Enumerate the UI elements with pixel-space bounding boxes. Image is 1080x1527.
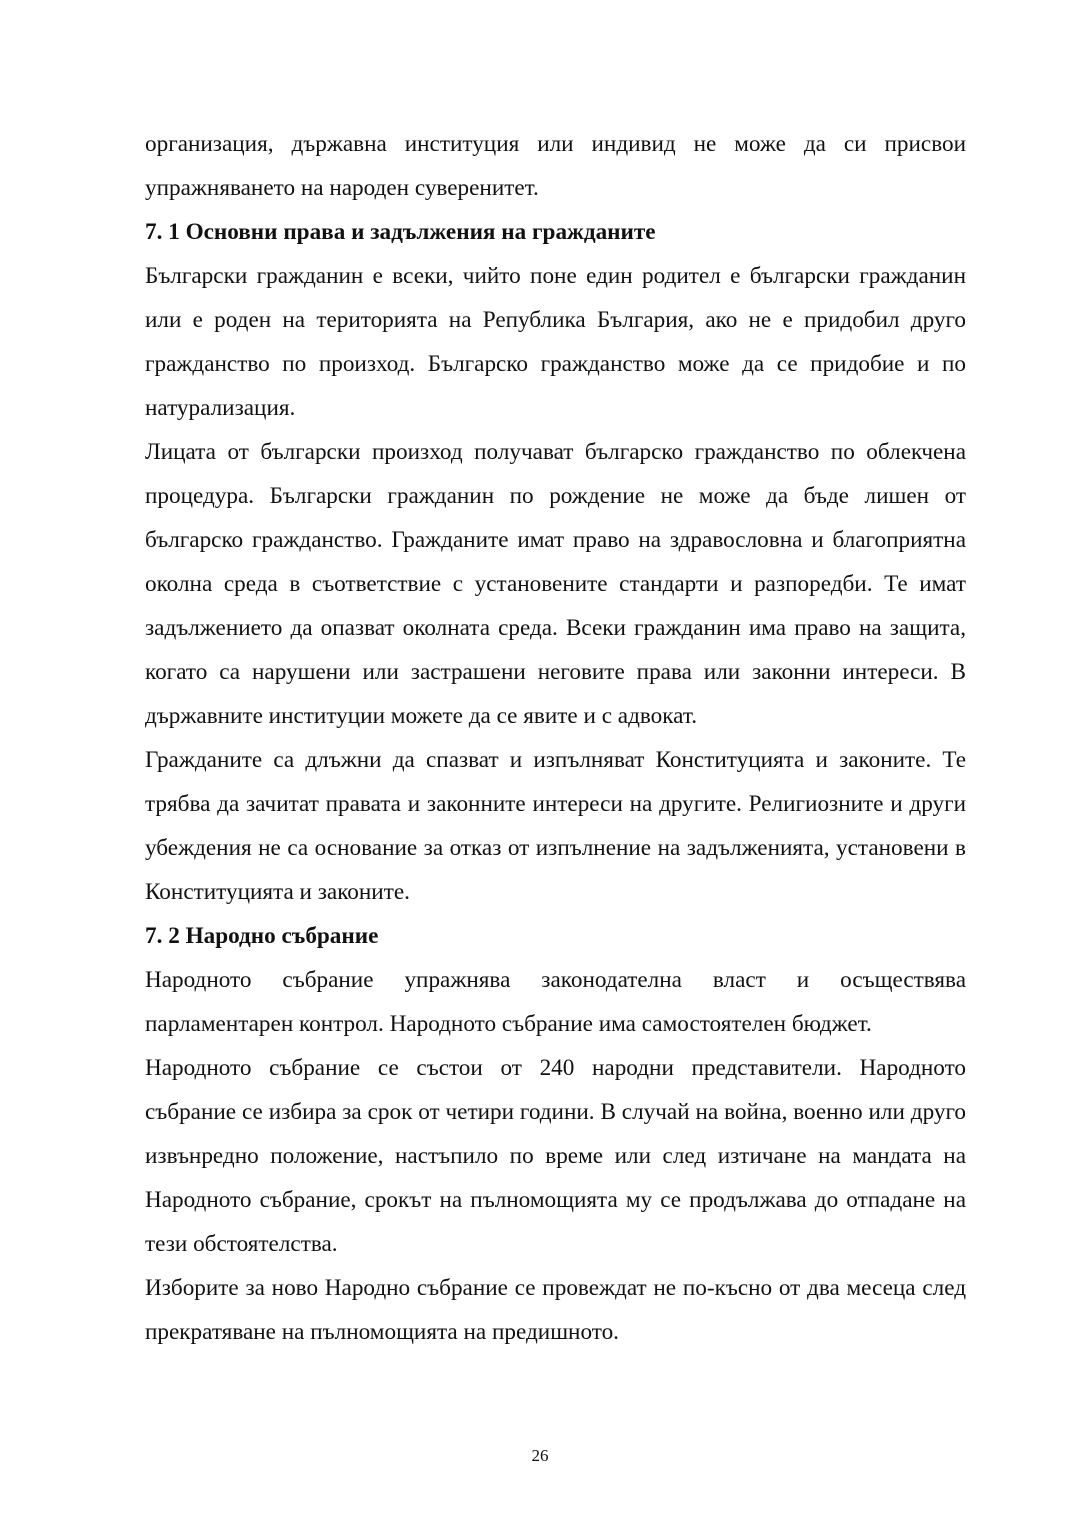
paragraph-citizenship: Български гражданин е всеки, чийто поне един родител е български гражданин или е роден на територията на Република България, ако не е придобил друго гражданство по произход. Българско гражданство може да се придобие и по натурализация. bbox=[145, 263, 966, 421]
paragraph-parliament-power: Народното събрание упражнява законодателна власт и осъществява парламентарен контрол. Народното събрание има самостоятелен бюджет. bbox=[145, 967, 966, 1037]
section-heading-parliament: 7. 2 Народно събрание bbox=[145, 923, 379, 949]
document-body bbox=[145, 122, 966, 1354]
paragraph-continuation: организация, държавна институция или индивид не може да си присвои упражняването на народен суверенитет. bbox=[145, 131, 966, 201]
paragraph-parliament-composition: Народното събрание се състои от 240 народни представители. Народното събрание се избира за срок от четири години. В случай на война, военно или друго извънредно положение, настъпило по време или след изтичане на мандата на Народното събрание, срокът на пълномощията му се продължава до отпадане на тези обстоятелства. bbox=[145, 1055, 966, 1257]
paragraph-parliament-elections: Изборите за ново Народно събрание се провеждат не по-късно от два месеца след прекратяване на пълномощията на предишното. bbox=[145, 1275, 966, 1345]
paragraph-citizenship-rights: Лицата от български произход получават българско гражданство по облекчена процедура. Български гражданин по рождение не може да бъде лишен от българско гражданство. Гражданите имат право на здравословна и благоприятна околна среда в съответствие с установените стандарти и разпоредби. Те имат задължението да опазват околната среда. Всеки гражданин има право на защита, когато са нарушени или застрашени неговите права или законни интереси. В държавните институции можете да се явите и с адвокат. bbox=[145, 439, 966, 729]
paragraph-citizen-duties: Гражданите са длъжни да спазват и изпълняват Конституцията и законите. Те трябва да зачитат правата и законните интереси на другите. Религиозните и други убеждения не са основание за отказ от изпълнение на задълженията, установени в Конституцията и законите. bbox=[145, 747, 966, 905]
page-number: 26 bbox=[531, 1446, 549, 1465]
section-heading-rights: 7. 1 Основни права и задължения на гражданите bbox=[145, 219, 656, 245]
